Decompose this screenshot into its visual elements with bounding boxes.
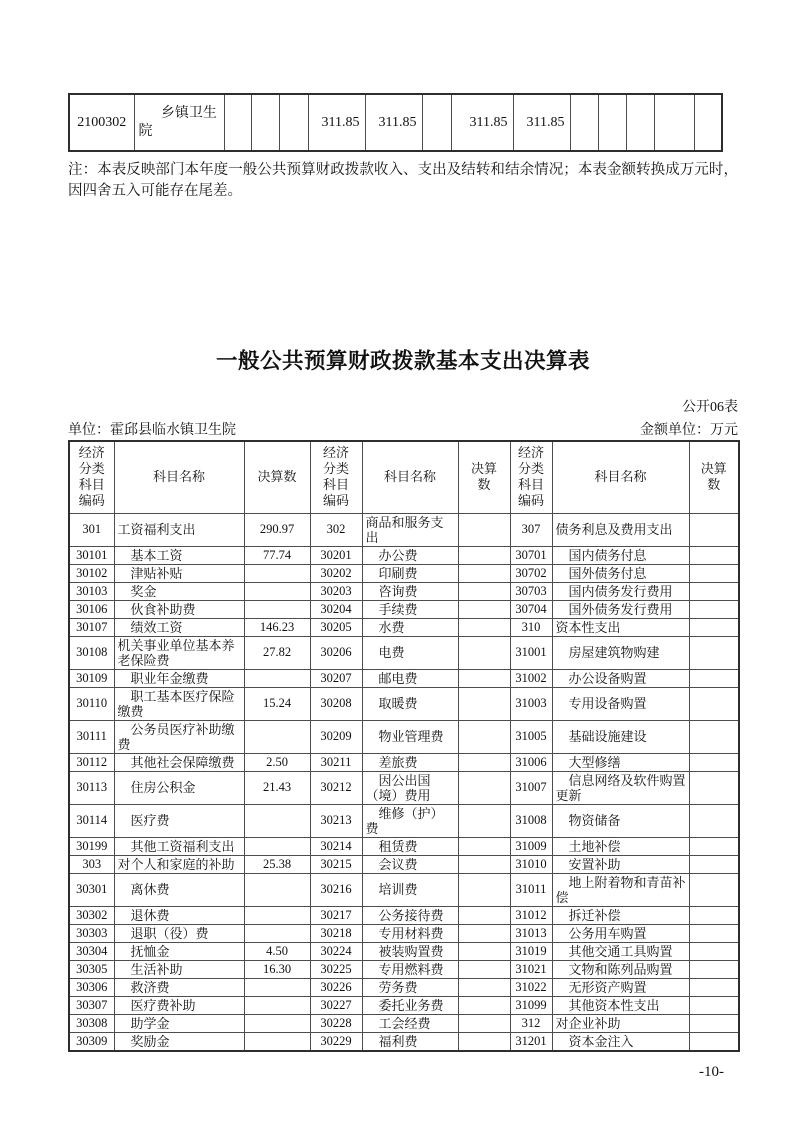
subject-code: 31013 (510, 924, 552, 942)
subject-code: 30227 (310, 996, 362, 1014)
subject-value (689, 1032, 739, 1051)
subject-name: 机关事业单位基本养老保险费 (114, 636, 244, 669)
subject-name: 取暖费 (362, 687, 458, 720)
subject-row (69, 960, 739, 978)
subject-name: 退休费 (114, 906, 244, 924)
subject-value (689, 804, 739, 837)
subject-row (69, 600, 739, 618)
subject-code: 30209 (310, 720, 362, 753)
page-number: -10- (699, 1063, 724, 1080)
subject-name: 商品和服务支出 (362, 513, 458, 546)
header-subject-name: 科目名称 (552, 441, 689, 513)
subject-row (69, 771, 739, 804)
subject-value (244, 924, 310, 942)
subject-name: 奖励金 (114, 1032, 244, 1051)
subject-code: 30206 (310, 636, 362, 669)
subject-value: 15.24 (244, 687, 310, 720)
subject-name: 其他社会保障缴费 (114, 753, 244, 771)
subject-code: 30107 (69, 618, 114, 636)
subject-code: 30212 (310, 771, 362, 804)
subject-code: 30102 (69, 564, 114, 582)
subject-value (244, 996, 310, 1014)
subject-code: 31021 (510, 960, 552, 978)
subject-code: 303 (69, 855, 114, 873)
carryover-value (224, 94, 251, 151)
subject-value (689, 636, 739, 669)
subject-name: 奖金 (114, 582, 244, 600)
subject-value (689, 546, 739, 564)
subject-value (689, 600, 739, 618)
subject-value: 21.43 (244, 771, 310, 804)
subject-code: 30702 (510, 564, 552, 582)
subject-value (689, 1014, 739, 1032)
subject-name: 拆迁补偿 (552, 906, 689, 924)
subject-name: 基础设施建设 (552, 720, 689, 753)
subject-name: 伙食补助费 (114, 600, 244, 618)
subject-code: 30109 (69, 669, 114, 687)
subject-value (458, 720, 510, 753)
subject-value (244, 669, 310, 687)
subject-value (244, 837, 310, 855)
subject-name: 邮电费 (362, 669, 458, 687)
subject-row (69, 546, 739, 564)
carryover-table (68, 93, 723, 152)
subject-value (689, 837, 739, 855)
subject-name: 救济费 (114, 978, 244, 996)
subject-name: 物业管理费 (362, 720, 458, 753)
subject-name: 工会经费 (362, 1014, 458, 1032)
subject-row (69, 753, 739, 771)
subject-value (458, 618, 510, 636)
subject-row (69, 513, 739, 546)
subject-row (69, 996, 739, 1014)
subject-name: 抚恤金 (114, 942, 244, 960)
subject-value (458, 978, 510, 996)
table-note: 注：本表反映部门本年度一般公共预算财政拨款收入、支出及结转和结余情况；本表金额转换成万元时，因四舍五入可能存在尾差。 (68, 162, 738, 199)
subject-name: 工资福利支出 (114, 513, 244, 546)
budget-table (68, 440, 740, 1052)
subject-name: 因公出国（境）费用 (362, 771, 458, 804)
subject-code: 31022 (510, 978, 552, 996)
subject-name: 印刷费 (362, 564, 458, 582)
subject-value: 25.38 (244, 855, 310, 873)
subject-value (458, 873, 510, 906)
subject-name: 住房公积金 (114, 771, 244, 804)
subject-row (69, 1032, 739, 1051)
subject-code: 30103 (69, 582, 114, 600)
amount-unit: 金额单位：万元 (640, 423, 738, 438)
subject-value (458, 753, 510, 771)
subject-row (69, 906, 739, 924)
subject-value (458, 636, 510, 669)
subject-code: 30203 (310, 582, 362, 600)
subject-name: 其他交通工具购置 (552, 942, 689, 960)
subject-name: 委托业务费 (362, 996, 458, 1014)
subject-code: 31012 (510, 906, 552, 924)
subject-value (458, 600, 510, 618)
subject-value (689, 978, 739, 996)
subject-code: 30215 (310, 855, 362, 873)
subject-code: 31003 (510, 687, 552, 720)
subject-name: 安置补助 (552, 855, 689, 873)
subject-row (69, 564, 739, 582)
subject-name: 办公设备购置 (552, 669, 689, 687)
subject-value (689, 996, 739, 1014)
carryover-value: 311.85 (308, 94, 365, 151)
subject-name: 专用燃料费 (362, 960, 458, 978)
subject-code: 31007 (510, 771, 552, 804)
carryover-value (279, 94, 308, 151)
subject-row (69, 582, 739, 600)
subject-row (69, 837, 739, 855)
subject-value (458, 513, 510, 546)
subject-code: 30106 (69, 600, 114, 618)
subject-value (689, 669, 739, 687)
subject-code: 30229 (310, 1032, 362, 1051)
subject-value (458, 546, 510, 564)
subject-code: 30216 (310, 873, 362, 906)
unit-line (68, 419, 738, 439)
subject-code: 30304 (69, 942, 114, 960)
subject-name: 地上附着物和青苗补偿 (552, 873, 689, 906)
main-table-body (69, 513, 739, 1051)
subject-code: 30308 (69, 1014, 114, 1032)
subject-value (689, 720, 739, 753)
subject-code: 30302 (69, 906, 114, 924)
subject-code: 30701 (510, 546, 552, 564)
subject-name: 对企业补助 (552, 1014, 689, 1032)
subject-value (689, 771, 739, 804)
subject-name: 土地补偿 (552, 837, 689, 855)
subject-name: 资本性支出 (552, 618, 689, 636)
carryover-value (422, 94, 451, 151)
subject-value (458, 924, 510, 942)
subject-name: 房屋建筑物购建 (552, 636, 689, 669)
subject-code: 30202 (310, 564, 362, 582)
carryover-value: 311.85 (365, 94, 422, 151)
subject-code: 31010 (510, 855, 552, 873)
subject-value (689, 855, 739, 873)
subject-code: 30225 (310, 960, 362, 978)
subject-code: 31009 (510, 837, 552, 855)
subject-value (458, 960, 510, 978)
subject-code: 30224 (310, 942, 362, 960)
subject-name: 无形资产购置 (552, 978, 689, 996)
subject-code: 30201 (310, 546, 362, 564)
subject-name: 专用设备购置 (552, 687, 689, 720)
subject-code: 31002 (510, 669, 552, 687)
subject-value (458, 804, 510, 837)
subject-code: 30110 (69, 687, 114, 720)
subject-code: 31005 (510, 720, 552, 753)
subject-value (689, 687, 739, 720)
subject-name: 被装购置费 (362, 942, 458, 960)
subject-value (244, 873, 310, 906)
subject-code: 30309 (69, 1032, 114, 1051)
subject-value (458, 1014, 510, 1032)
subject-name: 手续费 (362, 600, 458, 618)
subject-code: 30226 (310, 978, 362, 996)
subject-value (689, 618, 739, 636)
subject-value (458, 837, 510, 855)
subject-row (69, 618, 739, 636)
subject-value (458, 1032, 510, 1051)
subject-code: 31008 (510, 804, 552, 837)
subject-code: 30114 (69, 804, 114, 837)
subject-value (689, 924, 739, 942)
subject-name: 职业年金缴费 (114, 669, 244, 687)
subject-name: 助学金 (114, 1014, 244, 1032)
budget-table-header-row (69, 441, 739, 513)
subject-code: 30101 (69, 546, 114, 564)
subject-code: 310 (510, 618, 552, 636)
subject-name: 债务利息及费用支出 (552, 513, 689, 546)
subject-code: 30228 (310, 1014, 362, 1032)
subject-name: 对个人和家庭的补助 (114, 855, 244, 873)
subject-value: 27.82 (244, 636, 310, 669)
unit-name: 单位：霍邱县临水镇卫生院 (68, 423, 236, 438)
header-economic-code: 经济分类科目编码 (510, 441, 552, 513)
header-final-amount: 决算数 (458, 441, 510, 513)
subject-name: 医疗费补助 (114, 996, 244, 1014)
subject-code: 302 (310, 513, 362, 546)
header-economic-code: 经济分类科目编码 (310, 441, 362, 513)
subject-row (69, 804, 739, 837)
subject-name: 其他工资福利支出 (114, 837, 244, 855)
header-subject-name: 科目名称 (114, 441, 244, 513)
subject-value (689, 564, 739, 582)
subject-code: 31011 (510, 873, 552, 906)
subject-code: 30207 (310, 669, 362, 687)
subject-name: 办公费 (362, 546, 458, 564)
subject-code: 30306 (69, 978, 114, 996)
subject-code: 30218 (310, 924, 362, 942)
subject-code: 30205 (310, 618, 362, 636)
subject-code: 30303 (69, 924, 114, 942)
carryover-name: 乡镇卫生院 (134, 94, 224, 151)
subject-code: 30112 (69, 753, 114, 771)
subject-value (244, 720, 310, 753)
subject-value: 290.97 (244, 513, 310, 546)
subject-value (458, 855, 510, 873)
subject-code: 30301 (69, 873, 114, 906)
subject-code: 30204 (310, 600, 362, 618)
subject-row (69, 873, 739, 906)
subject-row (69, 636, 739, 669)
carryover-value (598, 94, 626, 151)
subject-name: 国内债务发行费用 (552, 582, 689, 600)
subject-row (69, 687, 739, 720)
subject-name: 信息网络及软件购置更新 (552, 771, 689, 804)
subject-code: 307 (510, 513, 552, 546)
subject-code: 312 (510, 1014, 552, 1032)
carryover-code: 2100302 (69, 94, 134, 151)
subject-name: 绩效工资 (114, 618, 244, 636)
subject-code: 301 (69, 513, 114, 546)
subject-name: 国外债务发行费用 (552, 600, 689, 618)
carryover-value (570, 94, 598, 151)
subject-code: 30111 (69, 720, 114, 753)
subject-name: 文物和陈列品购置 (552, 960, 689, 978)
subject-code: 31006 (510, 753, 552, 771)
subject-code: 30213 (310, 804, 362, 837)
subject-name: 公务员医疗补助缴费 (114, 720, 244, 753)
subject-value (458, 669, 510, 687)
subject-name: 退职（役）费 (114, 924, 244, 942)
subject-code: 31019 (510, 942, 552, 960)
subject-value (244, 564, 310, 582)
subject-value: 16.30 (244, 960, 310, 978)
subject-value (689, 753, 739, 771)
subject-value (458, 996, 510, 1014)
subject-name: 咨询费 (362, 582, 458, 600)
subject-code: 30214 (310, 837, 362, 855)
header-final-amount: 决算数 (244, 441, 310, 513)
subject-name: 离休费 (114, 873, 244, 906)
subject-name: 会议费 (362, 855, 458, 873)
subject-name: 专用材料费 (362, 924, 458, 942)
subject-code: 30703 (510, 582, 552, 600)
subject-value (244, 906, 310, 924)
subject-value: 4.50 (244, 942, 310, 960)
subject-name: 津贴补贴 (114, 564, 244, 582)
subject-row (69, 720, 739, 753)
subject-value (244, 582, 310, 600)
header-economic-code: 经济分类科目编码 (69, 441, 114, 513)
subject-code: 30211 (310, 753, 362, 771)
subject-name: 电费 (362, 636, 458, 669)
subject-value (458, 564, 510, 582)
subject-name: 水费 (362, 618, 458, 636)
subject-value (244, 1032, 310, 1051)
subject-value (689, 873, 739, 906)
subject-value (458, 687, 510, 720)
subject-code: 31001 (510, 636, 552, 669)
subject-name: 生活补助 (114, 960, 244, 978)
subject-name: 职工基本医疗保险缴费 (114, 687, 244, 720)
subject-row (69, 978, 739, 996)
subject-row (69, 669, 739, 687)
subject-value (458, 942, 510, 960)
carryover-row (69, 94, 722, 151)
form-label: 公开06表 (682, 400, 738, 415)
subject-name: 劳务费 (362, 978, 458, 996)
subject-value (244, 978, 310, 996)
carryover-value (694, 94, 722, 151)
subject-code: 30704 (510, 600, 552, 618)
subject-value (689, 942, 739, 960)
carryover-value (251, 94, 279, 151)
subject-code: 30108 (69, 636, 114, 669)
subject-name: 医疗费 (114, 804, 244, 837)
header-subject-name: 科目名称 (362, 441, 458, 513)
carryover-value: 311.85 (451, 94, 513, 151)
subject-value (689, 906, 739, 924)
page-title: 一般公共预算财政拨款基本支出决算表 (215, 349, 590, 373)
subject-code: 30305 (69, 960, 114, 978)
subject-name: 公务接待费 (362, 906, 458, 924)
subject-row (69, 855, 739, 873)
subject-code: 30199 (69, 837, 114, 855)
carryover-value (654, 94, 694, 151)
subject-code: 31099 (510, 996, 552, 1014)
subject-code: 30113 (69, 771, 114, 804)
subject-name: 国内债务付息 (552, 546, 689, 564)
subject-name: 福利费 (362, 1032, 458, 1051)
subject-name: 资本金注入 (552, 1032, 689, 1051)
subject-name: 公务用车购置 (552, 924, 689, 942)
subject-value (244, 1014, 310, 1032)
subject-name: 维修（护）费 (362, 804, 458, 837)
header-final-amount: 决算数 (689, 441, 739, 513)
subject-name: 物资储备 (552, 804, 689, 837)
subject-code: 30217 (310, 906, 362, 924)
subject-value (689, 960, 739, 978)
subject-name: 其他资本性支出 (552, 996, 689, 1014)
subject-row (69, 1014, 739, 1032)
subject-row (69, 942, 739, 960)
subject-code: 31201 (510, 1032, 552, 1051)
subject-name: 大型修缮 (552, 753, 689, 771)
subject-value (458, 771, 510, 804)
subject-value: 2.50 (244, 753, 310, 771)
carryover-value (626, 94, 654, 151)
subject-row (69, 924, 739, 942)
subject-code: 30208 (310, 687, 362, 720)
subject-value (689, 513, 739, 546)
subject-name: 差旅费 (362, 753, 458, 771)
subject-value (458, 906, 510, 924)
carryover-value: 311.85 (513, 94, 570, 151)
subject-name: 国外债务付息 (552, 564, 689, 582)
subject-value (244, 600, 310, 618)
subject-value (689, 582, 739, 600)
subject-value: 77.74 (244, 546, 310, 564)
subject-code: 30307 (69, 996, 114, 1014)
subject-name: 基本工资 (114, 546, 244, 564)
subject-value: 146.23 (244, 618, 310, 636)
subject-value (458, 582, 510, 600)
subject-name: 培训费 (362, 873, 458, 906)
subject-name: 租赁费 (362, 837, 458, 855)
subject-value (244, 804, 310, 837)
